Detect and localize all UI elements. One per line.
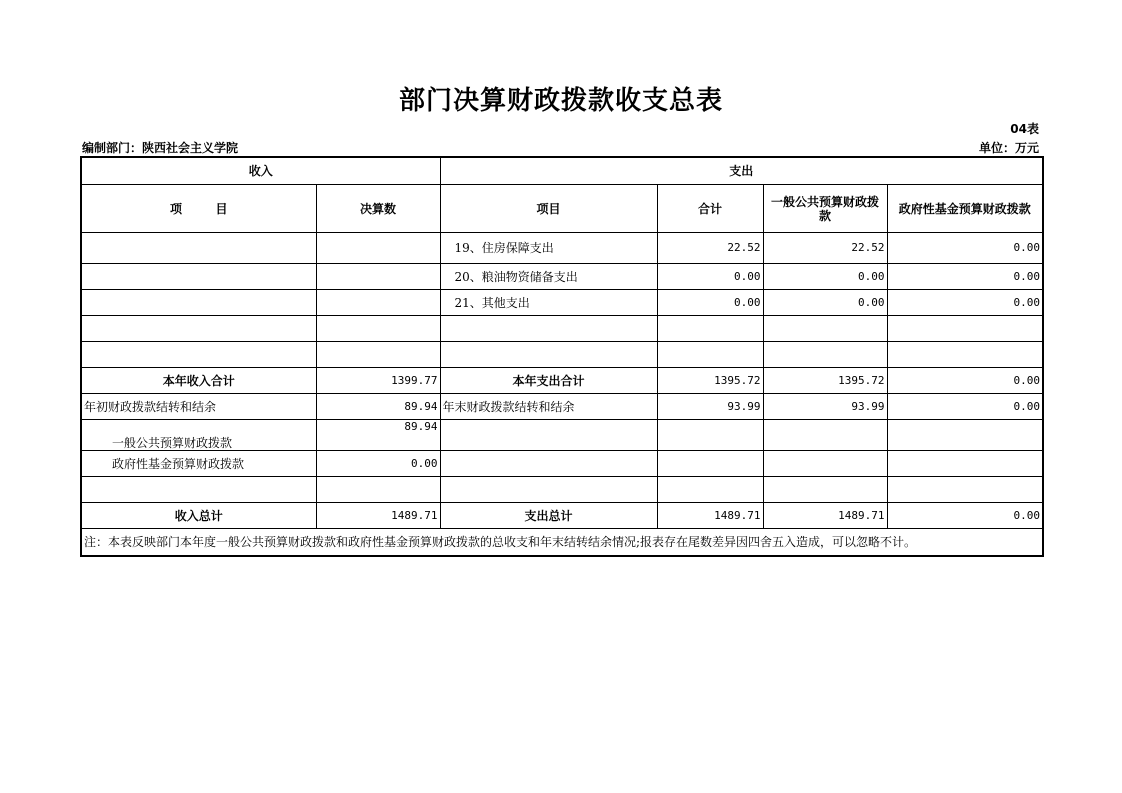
income-section-header: 收入 [81, 157, 440, 185]
general-budget-header: 一般公共预算财政拨款 [763, 185, 887, 233]
ending-carryover-label: 年末财政拨款结转和结余 [440, 394, 657, 420]
note-row [81, 529, 1043, 557]
year-expense-general: 1395.72 [763, 368, 887, 394]
general-budget-cell: 0.00 [763, 290, 887, 316]
total-cell: 0.00 [657, 290, 763, 316]
income-grand-total-label: 收入总计 [81, 503, 316, 529]
income-amount-cell [316, 290, 440, 316]
income-item-header: 项 目 [81, 185, 316, 233]
ending-carryover-total: 93.99 [657, 394, 763, 420]
expense-item-cell: 19、住房保障支出 [440, 233, 657, 264]
total-cell: 22.52 [657, 233, 763, 264]
form-number: 04表 [1010, 122, 1039, 136]
income-item-cell [81, 290, 316, 316]
empty-row [81, 477, 1043, 503]
expense-item-cell: 20、粮油物资储备支出 [440, 264, 657, 290]
sub-income-value: 0.00 [316, 451, 440, 477]
year-expense-total: 1395.72 [657, 368, 763, 394]
beginning-carryover-value: 89.94 [316, 394, 440, 420]
summary-table [80, 156, 1044, 557]
sub-income-value: 89.94 [316, 420, 440, 451]
expense-item-cell: 21、其他支出 [440, 290, 657, 316]
year-income-total-value: 1399.77 [316, 368, 440, 394]
general-budget-cell: 0.00 [763, 264, 887, 290]
page-title: 部门决算财政拨款收支总表 [398, 86, 723, 116]
gov-fund-cell: 0.00 [887, 233, 1043, 264]
table-row [81, 233, 1043, 264]
beginning-carryover-label: 年初财政拨款结转和结余 [81, 394, 316, 420]
table-row [81, 290, 1043, 316]
expense-section-header: 支出 [440, 157, 1043, 185]
sub-income-row [81, 420, 1043, 451]
column-header-row [81, 185, 1043, 233]
empty-row [81, 316, 1043, 342]
gov-fund-header: 政府性基金预算财政拨款 [887, 185, 1043, 233]
ending-carryover-general: 93.99 [763, 394, 887, 420]
year-expense-fund: 0.00 [887, 368, 1043, 394]
expense-grand-total: 1489.71 [657, 503, 763, 529]
expense-grand-fund: 0.00 [887, 503, 1043, 529]
income-item-cell [81, 264, 316, 290]
carryover-row [81, 394, 1043, 420]
expense-grand-general: 1489.71 [763, 503, 887, 529]
sub-income-row [81, 451, 1043, 477]
income-grand-total-value: 1489.71 [316, 503, 440, 529]
empty-row [81, 342, 1043, 368]
total-cell: 0.00 [657, 264, 763, 290]
gov-fund-cell: 0.00 [887, 290, 1043, 316]
sub-income-label: 一般公共预算财政拨款 [81, 420, 316, 451]
sub-income-label: 政府性基金预算财政拨款 [81, 451, 316, 477]
expense-item-header: 项目 [440, 185, 657, 233]
table-row [81, 264, 1043, 290]
income-item-cell [81, 233, 316, 264]
section-header-row [81, 157, 1043, 185]
year-expense-total-label: 本年支出合计 [440, 368, 657, 394]
unit-label: 单位：万元 [978, 141, 1039, 155]
footnote: 注：本表反映部门本年度一般公共预算财政拨款和政府性基金预算财政拨款的总收支和年末结转结余情况;报表存在尾数差异因四舍五入造成，可以忽略不计。 [81, 529, 1043, 557]
income-amount-header: 决算数 [316, 185, 440, 233]
general-budget-cell: 22.52 [763, 233, 887, 264]
ending-carryover-fund: 0.00 [887, 394, 1043, 420]
total-header: 合计 [657, 185, 763, 233]
grand-total-row [81, 503, 1043, 529]
year-income-total-label: 本年收入合计 [81, 368, 316, 394]
expense-grand-total-label: 支出总计 [440, 503, 657, 529]
income-amount-cell [316, 233, 440, 264]
department-label: 编制部门：陕西社会主义学院 [82, 141, 239, 155]
year-total-row [81, 368, 1043, 394]
income-amount-cell [316, 264, 440, 290]
gov-fund-cell: 0.00 [887, 264, 1043, 290]
